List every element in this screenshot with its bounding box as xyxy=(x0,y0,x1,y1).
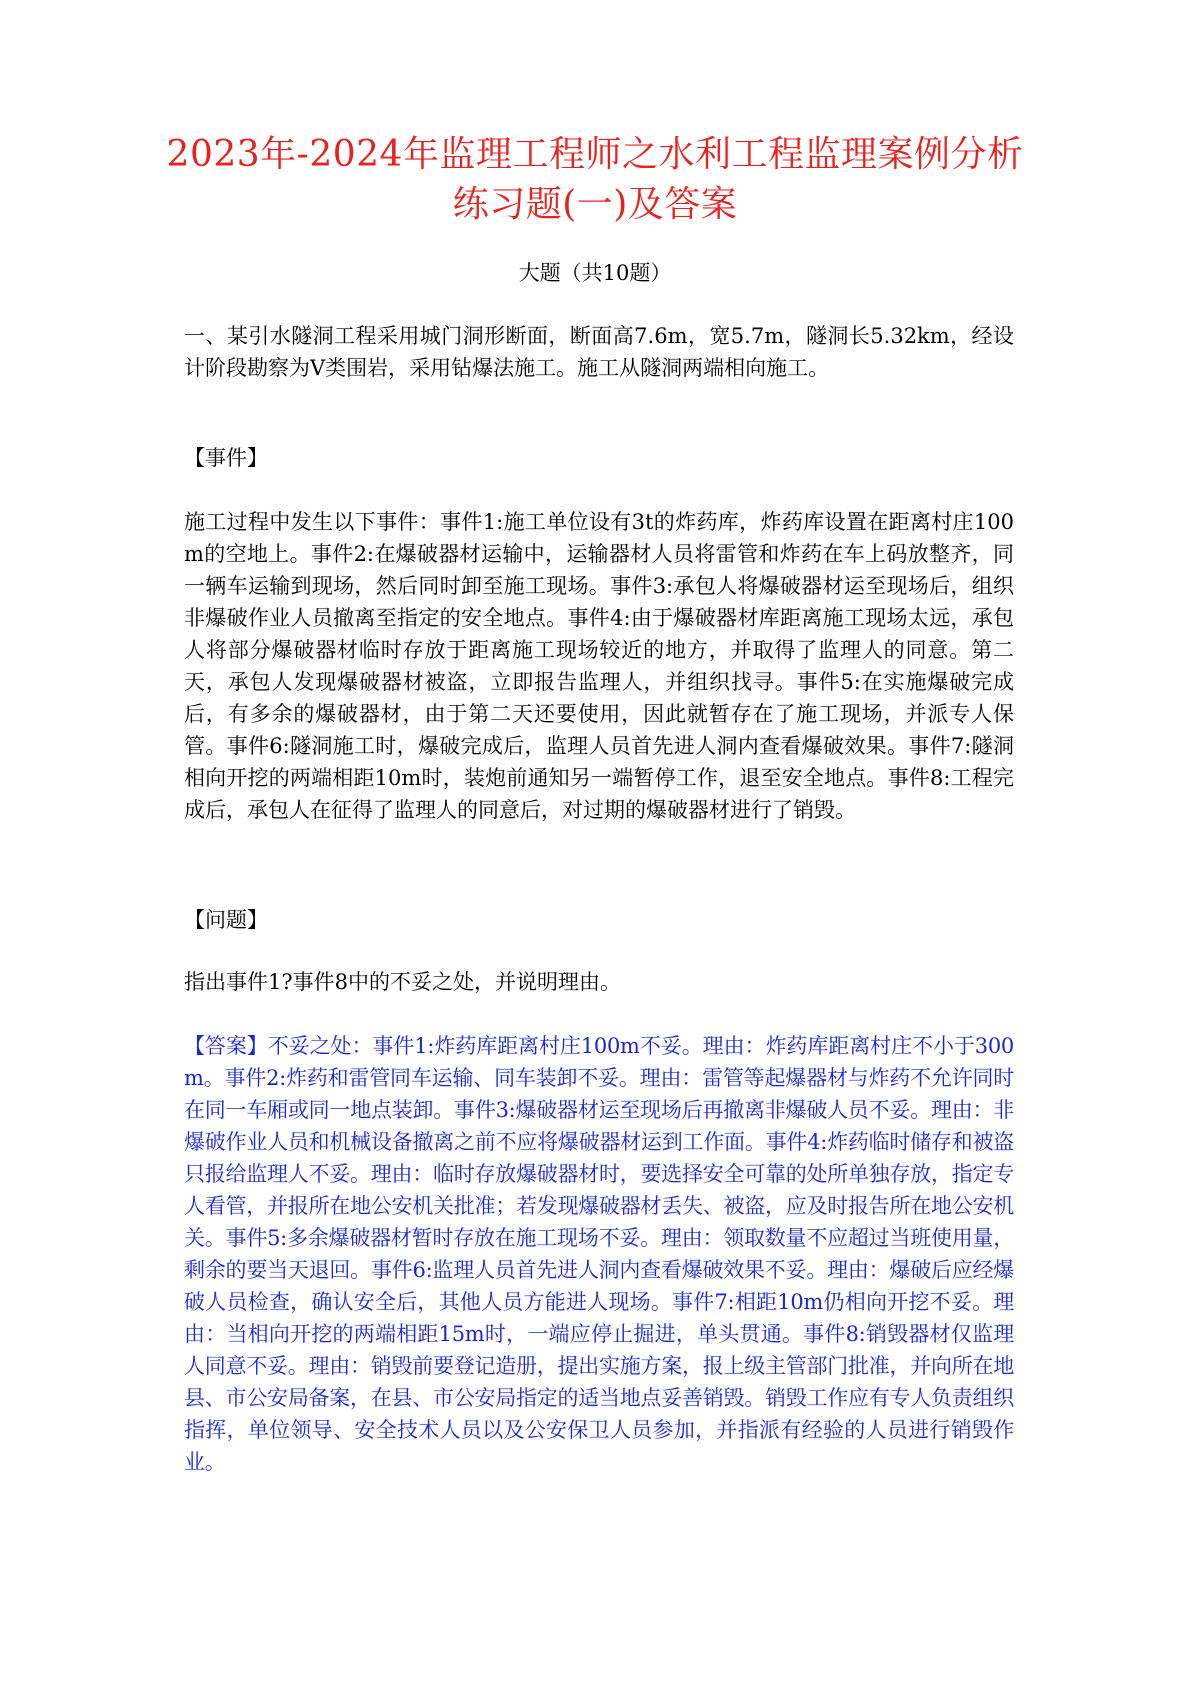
document-title: 2023年-2024年监理工程师之水利工程监理案例分析练习题(一)及答案 xyxy=(166,134,1024,225)
section-label: 大题（共10题） xyxy=(518,261,672,285)
answer-text: 【答案】不妥之处：事件1:炸药库距离村庄100m不妥。理由：炸药库距离村庄不小于300m。事件2:炸药和雷管同车运输、同车装卸不妥。理由：雷管等起爆器材与炸药不允许同时在同一车厢或同一地点装卸。事件3:爆破器材运至现场后再撤离非爆破人员不妥。理由：非爆破作业人员和机械设备撤离之前不应将爆破器材运到工作面。事件4:炸药临时储存和被盗只报给监理人不妥。理由：临时存放爆破器材时，要选择安全可靠的处所单独存放，指定专人看管，并报所在地公安机关批准；若发现爆破器材丢失、被盗，应及时报告所在地公安机关。事件5:多余爆破器材暂时存放在施工现场不妥。理由：领取数量不应超过当班使用量，剩余的要当天退回。事件6:监理人员首先进人洞内查看爆破效果不妥。理由：爆破后应经爆破人员检查，确认安全后，其他人员方能进人现场。事件7:相距10m仍相向开挖不妥。理由：当相向开挖的两端相距15m时，一端应停止掘进，单头贯通。事件8:销毁器材仅监理人同意不妥。理由：销毁前要登记造册，提出实施方案，报上级主管部门批准，并向所在地县、市公安局备案，在县、市公安局指定的适当地点妥善销毁。销毁工作应有专人负责组织指挥，单位领导、安全技术人员以及公安保卫人员参加，并指派有经验的人员进行销毁作业。 xyxy=(184,1034,1014,1474)
events-heading: 【事件】 xyxy=(184,446,268,470)
question-text: 指出事件1?事件8中的不妥之处，并说明理由。 xyxy=(184,970,621,994)
question-heading: 【问题】 xyxy=(184,908,268,932)
question-intro: 一、某引水隧洞工程采用城门洞形断面，断面高7.6m，宽5.7m，隧洞长5.32km，经设计阶段勘察为Ⅴ类围岩，采用钻爆法施工。施工从隧洞两端相向施工。 xyxy=(184,324,1014,380)
events-text: 施工过程中发生以下事件：事件1:施工单位设有3t的炸药库，炸药库设置在距离村庄100m的空地上。事件2:在爆破器材运输中，运输器材人员将雷管和炸药在车上码放整齐，同一辆车运输到现场，然后同时卸至施工现场。事件3:承包人将爆破器材运至现场后，组织非爆破作业人员撤离至指定的安全地点。事件4:由于爆破器材库距离施工现场太远，承包人将部分爆破器材临时存放于距离施工现场较近的地方，并取得了监理人的同意。第二天，承包人发现爆破器材被盗，立即报告监理人，并组织找寻。事件5:在实施爆破完成后，有多余的爆破器材，由于第二天还要使用，因此就暂存在了施工现场，并派专人保管。事件6:隧洞施工时，爆破完成后，监理人员首先进人洞内查看爆破效果。事件7:隧洞相向开挖的两端相距10m时，装炮前通知另一端暂停工作，退至安全地点。事件8:工程完成后，承包人在征得了监理人的同意后，对过期的爆破器材进行了销毁。 xyxy=(184,510,1014,822)
